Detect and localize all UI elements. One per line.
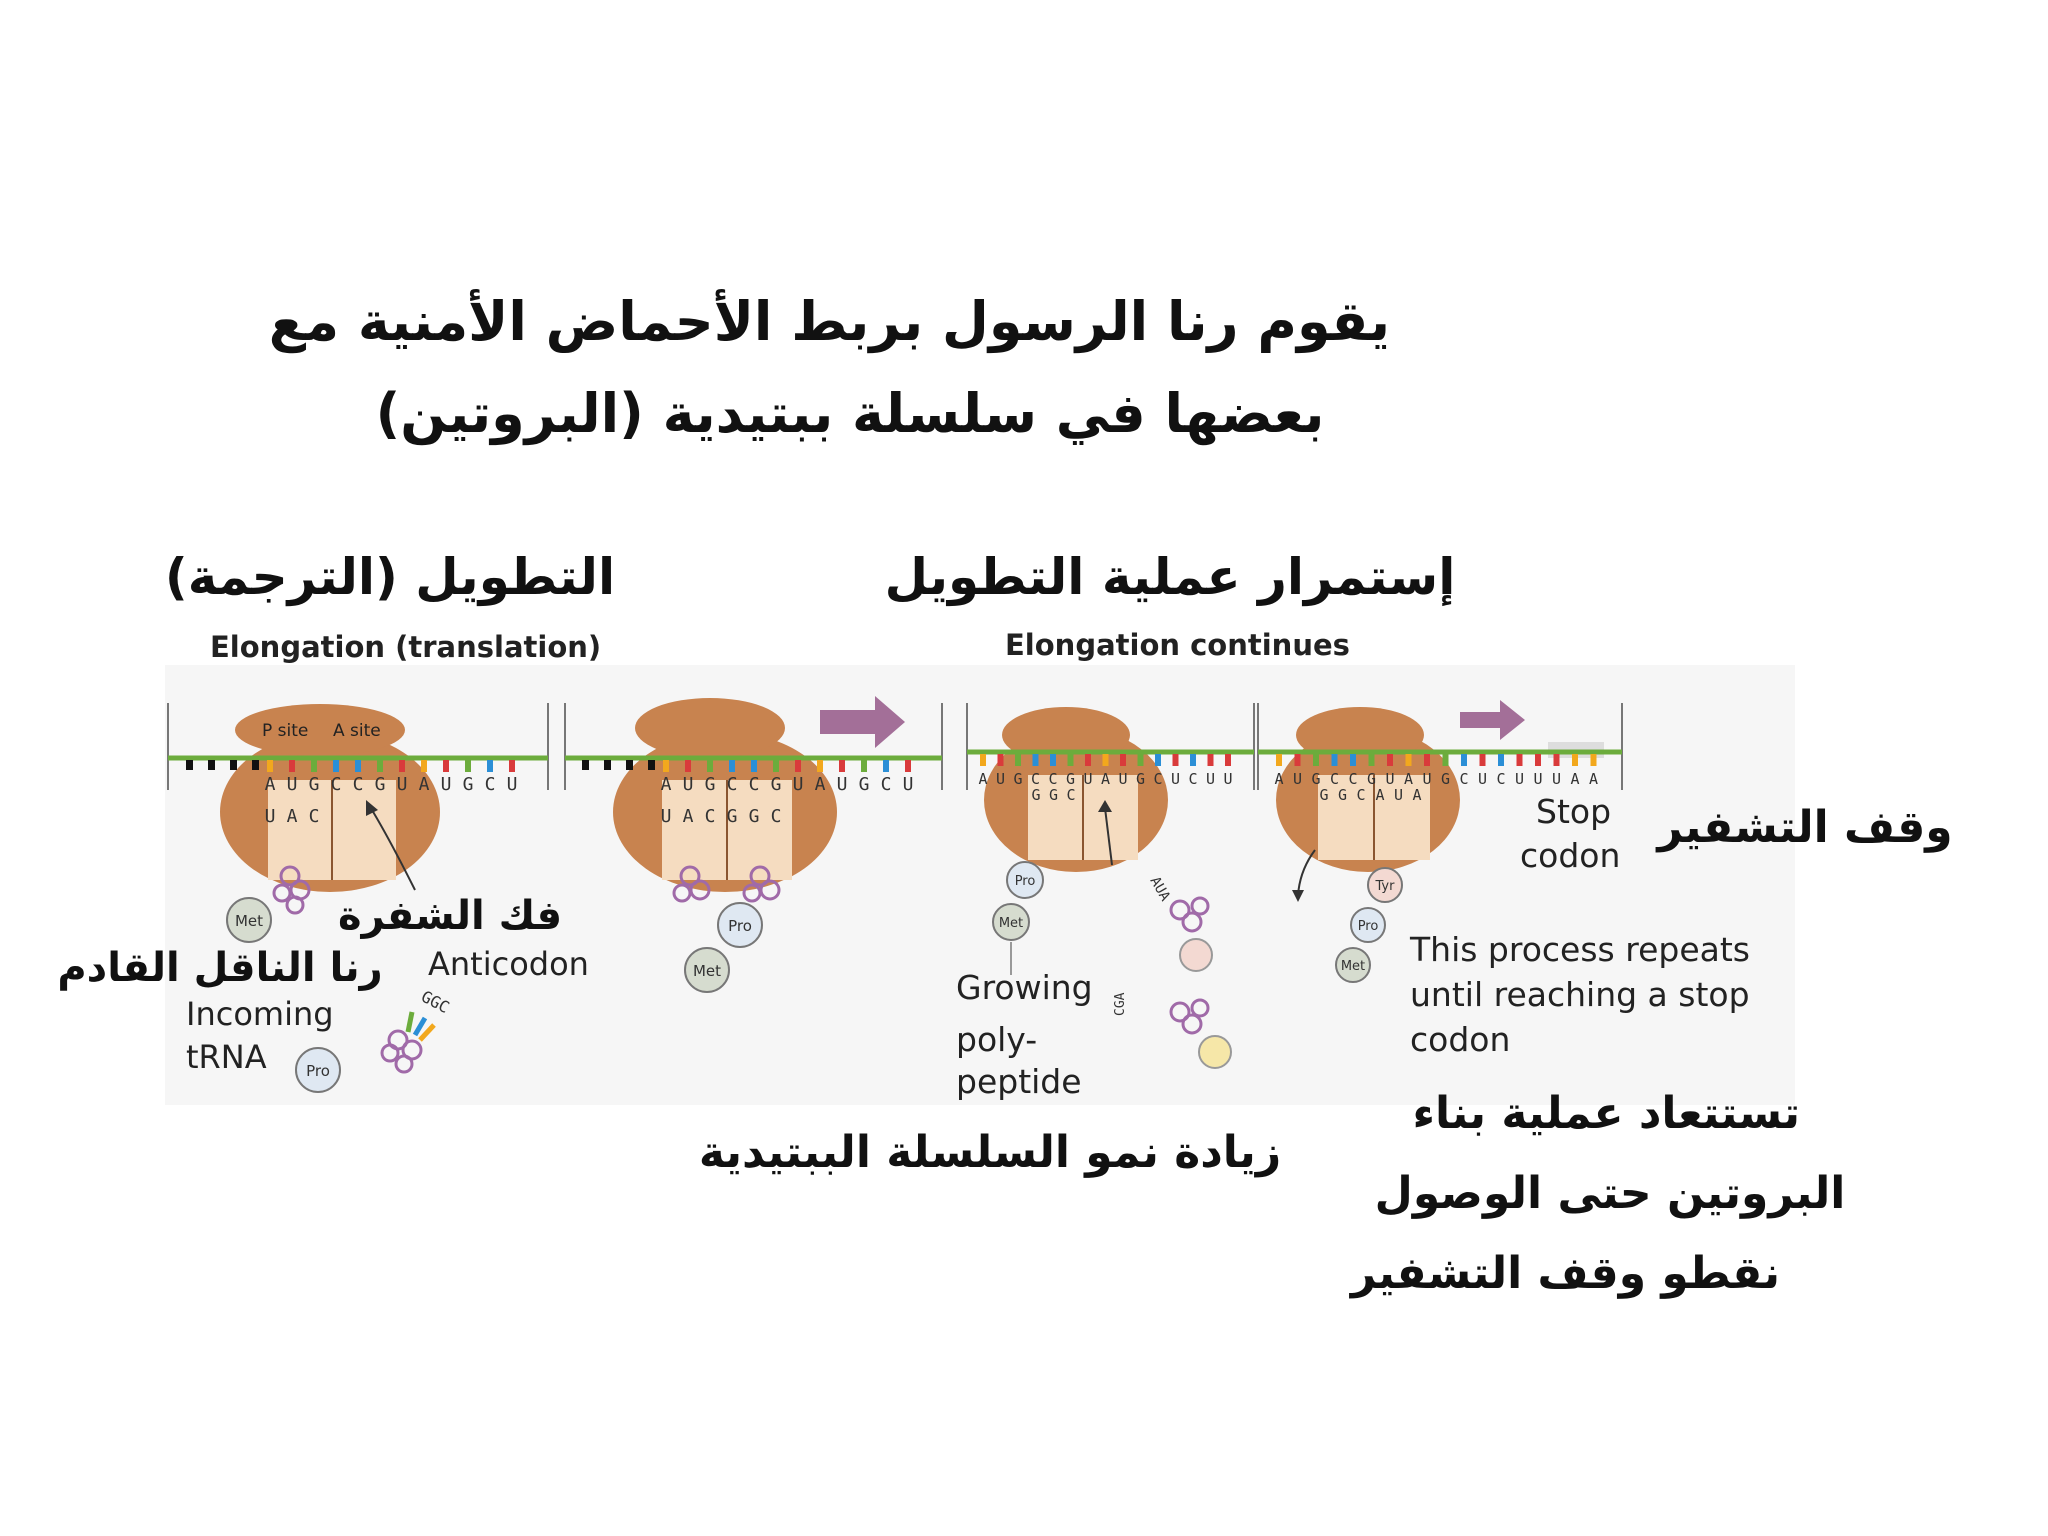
nucleotide-letter: C — [1459, 770, 1469, 788]
a-site-label: A site — [333, 721, 381, 741]
mrna-leader-tick — [582, 760, 589, 770]
nucleotide-tick — [1276, 754, 1282, 766]
right-english-heading: Elongation continues — [1005, 628, 1350, 662]
incoming-trna-arabic-label: رنا الناقل القادم — [57, 945, 383, 991]
nucleotide-tick — [1591, 754, 1597, 766]
nucleotide-tick — [1068, 754, 1074, 766]
repeat-process-label-1: This process repeats — [1410, 930, 1750, 969]
panel-3-ribosome — [984, 707, 1168, 872]
growing-polypeptide-label-3: peptide — [956, 1062, 1082, 1101]
nucleotide-letter: G — [1311, 770, 1321, 788]
nucleotide-tick — [1190, 754, 1196, 766]
pro-label-incoming: Pro — [306, 1062, 330, 1080]
nucleotide-tick — [795, 760, 801, 772]
pro-label-3: Pro — [1014, 874, 1036, 889]
nucleotide-tick — [998, 754, 1004, 766]
anticodon-letter: A — [682, 806, 694, 827]
nucleotide-letter: U — [1422, 770, 1432, 788]
incoming-trna-english-label-1: Incoming — [186, 995, 334, 1033]
nucleotide-letter: G — [704, 774, 716, 795]
growing-polypeptide-label-1: Growing — [956, 968, 1093, 1007]
nucleotide-letter: A — [418, 774, 430, 795]
nucleotide-tick — [861, 760, 867, 772]
panel-3-incoming-trna — [1171, 898, 1208, 931]
anticodon-letter: C — [1066, 786, 1076, 804]
nucleotide-letter: U — [1170, 770, 1181, 788]
anticodon-letter: G — [1031, 786, 1041, 804]
nucleotide-letter: U — [1385, 770, 1395, 788]
nucleotide-letter: G — [374, 774, 386, 795]
anticodon-letter: U — [660, 806, 672, 827]
nucleotide-tick — [1480, 754, 1486, 766]
nucleotide-letter: U — [1551, 770, 1562, 788]
anticodon-letter: A — [1412, 786, 1422, 804]
nucleotide-letter: G — [1135, 770, 1146, 788]
repeat-process-arabic-label-2: البروتين حتى الوصول — [1374, 1168, 1846, 1219]
mrna-leader-tick — [186, 760, 193, 770]
anticodon-arabic-label: فك الشفرة — [337, 893, 563, 939]
anticodon-letter: U — [264, 806, 276, 827]
nucleotide-tick — [465, 760, 471, 772]
nucleotide-letter: C — [726, 774, 738, 795]
anticodon-letter: G — [1319, 786, 1329, 804]
incoming-trna — [382, 1031, 421, 1072]
nucleotide-letter: U — [1514, 770, 1525, 788]
mrna-leader-tick — [604, 760, 611, 770]
movement-arrow-1 — [820, 696, 905, 748]
nucleotide-tick — [1313, 754, 1319, 766]
mrna-leader-tick — [230, 760, 237, 770]
nucleotide-tick — [729, 760, 735, 772]
anticodon-letter: C — [770, 806, 782, 827]
panel-1-anticodon — [265, 806, 320, 827]
right-arabic-heading: إستمرار عملية التطويل — [884, 548, 1456, 606]
nucleotide-letter: U — [836, 774, 848, 795]
stop-codon-label-2: codon — [1520, 836, 1621, 875]
incoming-trna-english-label-2: tRNA — [186, 1038, 267, 1076]
nucleotide-tick — [1387, 754, 1393, 766]
nucleotide-letter: C — [748, 774, 760, 795]
met-label-1: Met — [234, 912, 264, 930]
nucleotide-letter: A — [1403, 770, 1414, 788]
repeat-process-label-2: until reaching a stop — [1410, 975, 1750, 1014]
nucleotide-letter: C — [484, 774, 496, 795]
met-label-3: Met — [998, 916, 1024, 931]
nucleotide-tick — [1498, 754, 1504, 766]
nucleotide-letter: C — [330, 774, 342, 795]
repeat-process-arabic-label-3: نقطو وقف التشفير — [1350, 1248, 1780, 1299]
nucleotide-tick — [1517, 754, 1523, 766]
nucleotide-letter: A — [264, 774, 276, 795]
incoming-anticodon: GGC — [418, 986, 453, 1018]
nucleotide-tick — [685, 760, 691, 772]
repeat-process-arabic-label-1: تستتعاد عملية بناء — [1412, 1088, 1800, 1139]
nucleotide-tick — [663, 760, 669, 772]
nucleotide-tick — [377, 760, 383, 772]
met-label-4: Met — [1340, 959, 1366, 974]
nucleotide-tick — [980, 754, 986, 766]
anticodon-letter: G — [748, 806, 760, 827]
nucleotide-letter: A — [1570, 770, 1580, 788]
panel-3-anticodon — [1031, 786, 1075, 804]
main-title-line-2: بعضها في سلسلة ببتيدية (البروتين) — [375, 382, 1325, 445]
anticodon-letter: G — [1337, 786, 1348, 804]
panel-3-codon-ticks — [980, 754, 1231, 766]
tyr-amino-acid-free — [1180, 939, 1212, 971]
mrna-leader-tick — [252, 760, 259, 770]
anticodon-letter: G — [1048, 786, 1059, 804]
nucleotide-tick — [1015, 754, 1021, 766]
anticodon-letter: A — [286, 806, 298, 827]
nucleotide-tick — [773, 760, 779, 772]
nucleotide-tick — [1572, 754, 1578, 766]
nucleotide-letter: A — [1588, 770, 1599, 788]
nucleotide-letter: U — [1477, 770, 1488, 788]
nucleotide-letter: U — [792, 774, 804, 795]
nucleotide-tick — [267, 760, 273, 772]
anticodon-letter: U — [1393, 786, 1404, 804]
nucleotide-letter: A — [1274, 770, 1284, 788]
panel-2-ribosome — [613, 698, 837, 892]
nucleotide-letter: U — [1292, 770, 1303, 788]
nucleotide-tick — [1350, 754, 1356, 766]
anticodon-letter: C — [308, 806, 320, 827]
nucleotide-letter: G — [308, 774, 320, 795]
stop-codon-arabic-label: وقف التشفير — [1657, 802, 1953, 853]
free-trna — [1171, 1000, 1208, 1033]
nucleotide-tick — [1424, 754, 1430, 766]
nucleotide-letter: U — [1533, 770, 1543, 788]
nucleotide-letter: C — [1329, 770, 1340, 788]
nucleotide-letter: G — [1013, 770, 1023, 788]
nucleotide-letter: G — [1065, 770, 1076, 788]
nucleotide-letter: G — [770, 774, 782, 795]
nucleotide-tick — [443, 760, 449, 772]
nucleotide-tick — [1033, 754, 1039, 766]
nucleotide-tick — [1138, 754, 1144, 766]
nucleotide-tick — [487, 760, 493, 772]
nucleotide-letter: U — [1083, 770, 1093, 788]
anticodon-letter: G — [726, 806, 738, 827]
nucleotide-tick — [883, 760, 889, 772]
nucleotide-letter: C — [880, 774, 892, 795]
mrna-leader-tick — [626, 760, 633, 770]
nucleotide-tick — [1461, 754, 1467, 766]
nucleotide-tick — [355, 760, 361, 772]
nucleotide-letter: U — [506, 774, 518, 795]
nucleotide-letter: A — [814, 774, 826, 795]
free-trna-anticodon: CGA — [1113, 992, 1128, 1016]
nucleotide-tick — [1332, 754, 1338, 766]
nucleotide-letter: C — [1188, 770, 1198, 788]
nucleotide-tick — [1155, 754, 1161, 766]
nucleotide-letter: C — [1496, 770, 1506, 788]
nucleotide-tick — [1208, 754, 1214, 766]
nucleotide-tick — [311, 760, 317, 772]
nucleotide-letter: C — [352, 774, 364, 795]
nucleotide-tick — [1406, 754, 1412, 766]
stop-codon-label-1: Stop — [1536, 792, 1612, 831]
mrna-leader-tick — [648, 760, 655, 770]
nucleotide-tick — [1085, 754, 1091, 766]
panel-3-incoming-anticodon: AUA — [1146, 874, 1174, 904]
growing-polypeptide-arabic-label: زيادة نمو السلسلة الببتيدية — [698, 1127, 1282, 1178]
repeat-process-label-3: codon — [1410, 1020, 1511, 1059]
nucleotide-letter: G — [1440, 770, 1451, 788]
nucleotide-letter: U — [286, 774, 298, 795]
nucleotide-tick — [1050, 754, 1056, 766]
tyr-label: Tyr — [1375, 879, 1395, 894]
free-amino-acid — [1199, 1036, 1231, 1068]
nucleotide-tick — [905, 760, 911, 772]
nucleotide-letter: G — [1366, 770, 1377, 788]
nucleotide-tick — [1535, 754, 1541, 766]
nucleotide-letter: U — [995, 770, 1006, 788]
nucleotide-tick — [751, 760, 757, 772]
growing-polypeptide-label-2: poly- — [956, 1020, 1038, 1059]
nucleotide-tick — [1443, 754, 1449, 766]
nucleotide-letter: G — [858, 774, 870, 795]
pro-label-2: Pro — [728, 917, 752, 935]
nucleotide-tick — [1554, 754, 1560, 766]
nucleotide-tick — [333, 760, 339, 772]
anticodon-letter: C — [704, 806, 716, 827]
nucleotide-letter: A — [978, 770, 988, 788]
nucleotide-tick — [509, 760, 515, 772]
nucleotide-letter: U — [902, 774, 914, 795]
p-site-label: P site — [262, 721, 309, 741]
left-arabic-heading: التطويل (الترجمة) — [164, 548, 616, 606]
nucleotide-letter: U — [1118, 770, 1128, 788]
nucleotide-tick — [421, 760, 427, 772]
nucleotide-letter: C — [1030, 770, 1041, 788]
mrna-leader-tick — [208, 760, 215, 770]
anticodon-english-label: Anticodon — [428, 945, 589, 983]
nucleotide-letter: G — [462, 774, 474, 795]
nucleotide-tick — [289, 760, 295, 772]
nucleotide-tick — [1173, 754, 1179, 766]
anticodon-letter: C — [1356, 786, 1366, 804]
main-title-line-1: يقوم رنا الرسول بربط الأحماض الأمنية مع — [268, 290, 1390, 353]
nucleotide-tick — [839, 760, 845, 772]
left-english-heading: Elongation (translation) — [210, 630, 602, 664]
pro-label-4: Pro — [1357, 919, 1379, 934]
nucleotide-tick — [1120, 754, 1126, 766]
panel-3-codon-letters — [978, 770, 1232, 788]
movement-arrow-2 — [1460, 700, 1525, 740]
panel-1-ribosome — [220, 704, 440, 892]
nucleotide-tick — [817, 760, 823, 772]
panel-4-ribosome — [1276, 707, 1460, 872]
nucleotide-tick — [1295, 754, 1301, 766]
nucleotide-tick — [1103, 754, 1109, 766]
nucleotide-tick — [1225, 754, 1231, 766]
nucleotide-letter: C — [1153, 770, 1163, 788]
nucleotide-tick — [707, 760, 713, 772]
nucleotide-letter: C — [1048, 770, 1058, 788]
anticodon-letter: A — [1375, 786, 1385, 804]
nucleotide-tick — [1369, 754, 1375, 766]
nucleotide-letter: U — [440, 774, 452, 795]
nucleotide-letter: C — [1348, 770, 1358, 788]
nucleotide-letter: U — [1205, 770, 1216, 788]
nucleotide-letter: A — [660, 774, 672, 795]
nucleotide-letter: U — [682, 774, 694, 795]
nucleotide-tick — [399, 760, 405, 772]
nucleotide-letter: U — [396, 774, 408, 795]
nucleotide-letter: A — [1100, 770, 1111, 788]
met-label-2: Met — [692, 962, 722, 980]
nucleotide-letter: U — [1223, 770, 1233, 788]
